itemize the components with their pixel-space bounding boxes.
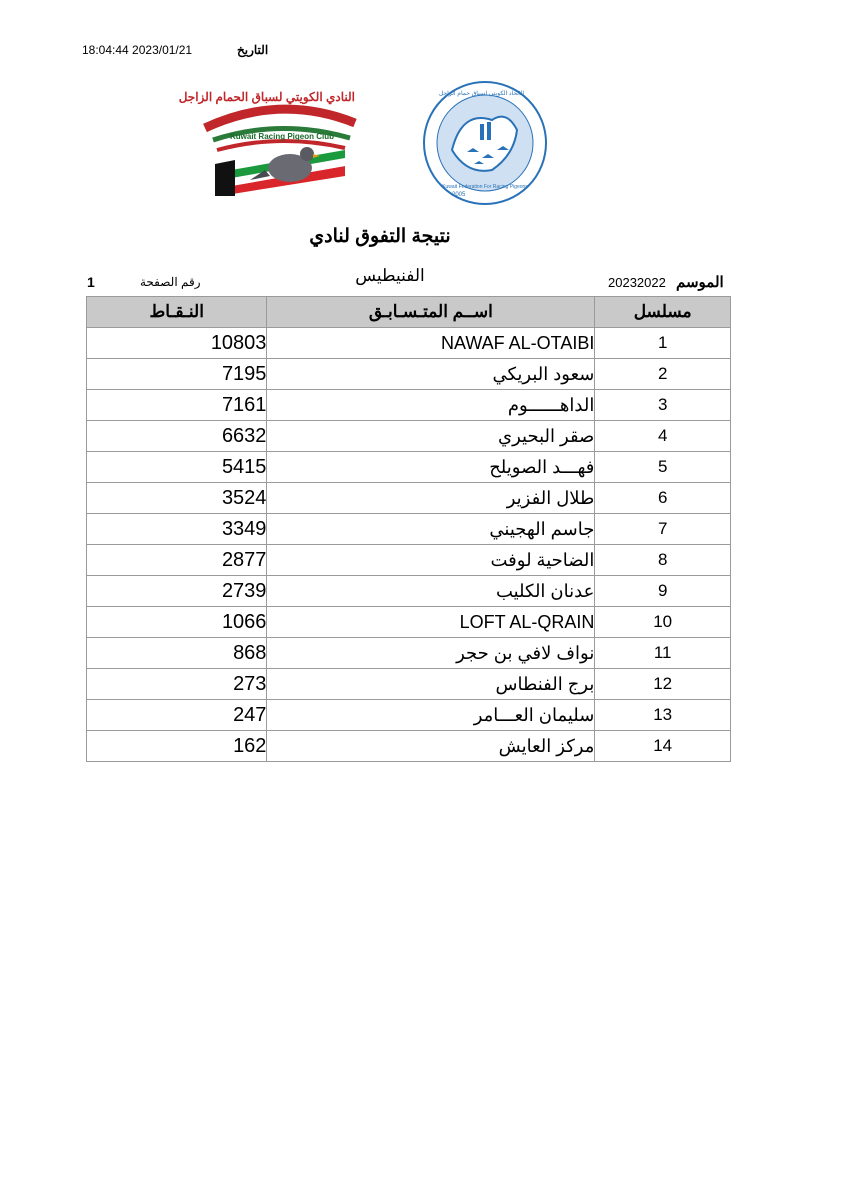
page-number: 1 bbox=[87, 274, 95, 290]
row-competitor-name: نواف لافي بن حجر bbox=[267, 638, 595, 669]
table-row bbox=[87, 483, 731, 514]
row-serial: 8 bbox=[595, 545, 731, 576]
row-points: 7161 bbox=[87, 390, 267, 421]
club-logo-text: النادي الكويتي لسباق الحمام الزاجل bbox=[178, 90, 355, 104]
header-name: اســم المتـسـابـق bbox=[267, 297, 595, 328]
header-points: النـقـاط bbox=[87, 297, 267, 328]
federation-logo-text: الاتحاد الكويتي لسباق حمام الزاجل bbox=[438, 91, 524, 97]
row-serial: 4 bbox=[595, 421, 731, 452]
season-label: الموسم bbox=[676, 274, 724, 291]
report-datetime: 18:04:44 2023/01/21 bbox=[82, 43, 193, 57]
report-title: نتيجة التفوق لنادي bbox=[309, 226, 451, 247]
header-serial: مسلسل bbox=[595, 297, 731, 328]
row-serial: 2 bbox=[595, 359, 731, 390]
row-serial: 11 bbox=[595, 638, 731, 669]
row-serial: 1 bbox=[595, 328, 731, 359]
row-competitor-name: الداهــــــوم bbox=[267, 390, 595, 421]
row-points: 5415 bbox=[87, 452, 267, 483]
club-name: الفنيطيس bbox=[355, 266, 425, 285]
club-logo-subtext: Kuwait Racing Pigeon Club bbox=[229, 132, 334, 141]
row-competitor-name: سعود البريكي bbox=[267, 359, 595, 390]
table-row bbox=[87, 452, 731, 483]
results-table bbox=[86, 296, 731, 762]
table-row bbox=[87, 700, 731, 731]
table-row bbox=[87, 545, 731, 576]
row-competitor-name: NAWAF AL-OTAIBI bbox=[267, 328, 595, 359]
row-points: 6632 bbox=[87, 421, 267, 452]
date-label: التاريخ bbox=[237, 43, 269, 57]
row-serial: 7 bbox=[595, 514, 731, 545]
table-row bbox=[87, 328, 731, 359]
row-points: 3349 bbox=[87, 514, 267, 545]
row-serial: 9 bbox=[595, 576, 731, 607]
club-logo bbox=[178, 88, 365, 196]
row-points: 2877 bbox=[87, 545, 267, 576]
table-row bbox=[87, 607, 731, 638]
row-serial: 5 bbox=[595, 452, 731, 483]
row-serial: 6 bbox=[595, 483, 731, 514]
row-points: 247 bbox=[87, 700, 267, 731]
table-row bbox=[87, 669, 731, 700]
federation-logo-subtext: Kuwait Federation For Racing Pigeons bbox=[442, 184, 528, 190]
row-competitor-name: صقر البحيري bbox=[267, 421, 595, 452]
row-competitor-name: الضاحية لوفت bbox=[267, 545, 595, 576]
row-serial: 12 bbox=[595, 669, 731, 700]
table-row bbox=[87, 576, 731, 607]
row-serial: 3 bbox=[595, 390, 731, 421]
row-competitor-name: LOFT AL-QRAIN bbox=[267, 607, 595, 638]
row-points: 273 bbox=[87, 669, 267, 700]
row-competitor-name: جاسم الهجيني bbox=[267, 514, 595, 545]
row-points: 10803 bbox=[87, 328, 267, 359]
table-row bbox=[87, 638, 731, 669]
row-competitor-name: طلال الفزير bbox=[267, 483, 595, 514]
table-row bbox=[87, 731, 731, 762]
row-points: 868 bbox=[87, 638, 267, 669]
federation-logo bbox=[422, 80, 548, 206]
table-row bbox=[87, 514, 731, 545]
table-header-row bbox=[87, 297, 731, 328]
table-row bbox=[87, 390, 731, 421]
table-row bbox=[87, 359, 731, 390]
row-serial: 14 bbox=[595, 731, 731, 762]
page-number-label: رقم الصفحة bbox=[140, 275, 201, 289]
row-competitor-name: مركز العايش bbox=[267, 731, 595, 762]
federation-logo-year: 2005 bbox=[452, 192, 466, 198]
season-value: 20232022 bbox=[608, 275, 666, 290]
row-points: 3524 bbox=[87, 483, 267, 514]
row-competitor-name: برج الفنطاس bbox=[267, 669, 595, 700]
row-points: 162 bbox=[87, 731, 267, 762]
row-points: 7195 bbox=[87, 359, 267, 390]
table-row bbox=[87, 421, 731, 452]
row-competitor-name: فهـــد الصويلح bbox=[267, 452, 595, 483]
row-points: 1066 bbox=[87, 607, 267, 638]
row-serial: 13 bbox=[595, 700, 731, 731]
row-competitor-name: عدنان الكليب bbox=[267, 576, 595, 607]
row-serial: 10 bbox=[595, 607, 731, 638]
row-points: 2739 bbox=[87, 576, 267, 607]
row-competitor-name: سليمان العـــامر bbox=[267, 700, 595, 731]
